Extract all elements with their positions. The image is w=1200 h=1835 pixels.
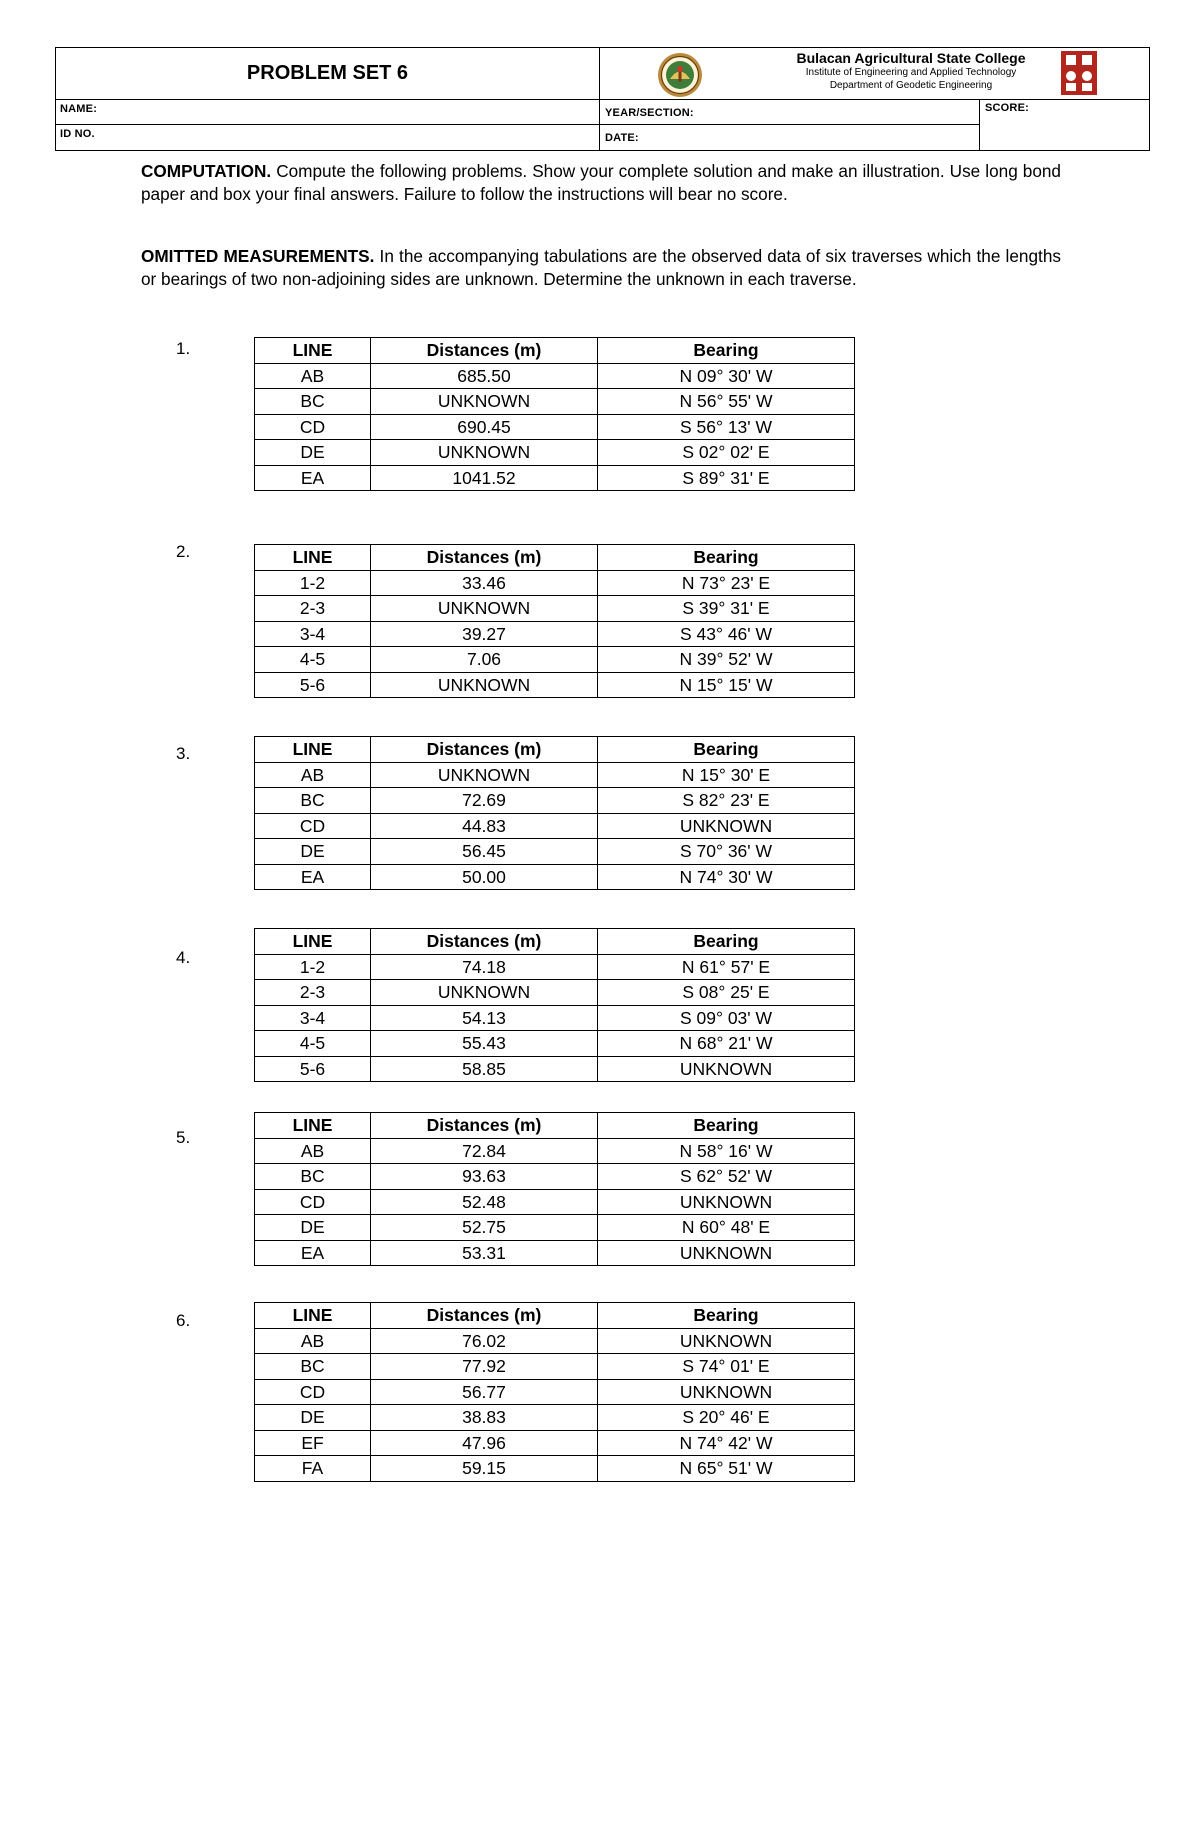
distance-column-header: Distances (m) <box>371 545 598 571</box>
line-cell: FA <box>255 1456 371 1482</box>
distance-cell: 39.27 <box>371 621 598 647</box>
table-row <box>255 647 855 673</box>
distance-cell: 50.00 <box>371 864 598 890</box>
header-block <box>55 47 1150 151</box>
line-column-header: LINE <box>255 1303 371 1329</box>
line-column-header: LINE <box>255 545 371 571</box>
bearing-cell: S 56° 13' W <box>598 414 855 440</box>
table-header-row <box>255 1113 855 1139</box>
bearing-column-header: Bearing <box>598 545 855 571</box>
traverse-table-2 <box>254 544 855 698</box>
bearing-cell: N 09° 30' W <box>598 363 855 389</box>
line-column-header: LINE <box>255 338 371 364</box>
distance-cell: 93.63 <box>371 1164 598 1190</box>
table-row <box>255 839 855 865</box>
distance-cell: 56.77 <box>371 1379 598 1405</box>
table-row <box>255 1189 855 1215</box>
distance-cell: 47.96 <box>371 1430 598 1456</box>
bearing-cell: N 58° 16' W <box>598 1138 855 1164</box>
line-cell: EA <box>255 465 371 491</box>
bearing-cell: UNKNOWN <box>598 1240 855 1266</box>
distance-cell: 53.31 <box>371 1240 598 1266</box>
distance-column-header: Distances (m) <box>371 929 598 955</box>
line-cell: DE <box>255 1215 371 1241</box>
score-label: SCORE: <box>985 102 1029 114</box>
distance-cell: 59.15 <box>371 1456 598 1482</box>
name-label: NAME: <box>60 103 98 115</box>
line-cell: BC <box>255 389 371 415</box>
bearing-cell: N 39° 52' W <box>598 647 855 673</box>
problem-number: 2. <box>176 542 191 561</box>
table-row <box>255 1379 855 1405</box>
bearing-cell: S 82° 23' E <box>598 788 855 814</box>
omitted-heading: OMITTED MEASUREMENTS. <box>141 246 375 266</box>
traverse-table-1 <box>254 337 855 491</box>
distance-cell: 55.43 <box>371 1031 598 1057</box>
table-header-row <box>255 545 855 571</box>
table-row <box>255 1005 855 1031</box>
bearing-cell: UNKNOWN <box>598 813 855 839</box>
table-row <box>255 954 855 980</box>
bearing-cell: N 74° 30' W <box>598 864 855 890</box>
table-row <box>255 465 855 491</box>
distance-cell: 54.13 <box>371 1005 598 1031</box>
distance-cell: 76.02 <box>371 1328 598 1354</box>
distance-cell: 56.45 <box>371 839 598 865</box>
table-row <box>255 1031 855 1057</box>
id-label: ID NO. <box>60 128 95 140</box>
line-cell: 5-6 <box>255 672 371 698</box>
bearing-cell: N 60° 48' E <box>598 1215 855 1241</box>
distance-cell: UNKNOWN <box>371 440 598 466</box>
distance-cell: 72.69 <box>371 788 598 814</box>
distance-column-header: Distances (m) <box>371 737 598 763</box>
bearing-column-header: Bearing <box>598 929 855 955</box>
table-row <box>255 1056 855 1082</box>
table-row <box>255 621 855 647</box>
bearing-cell: N 15° 15' W <box>598 672 855 698</box>
table-row <box>255 1456 855 1482</box>
line-cell: DE <box>255 1405 371 1431</box>
line-cell: 4-5 <box>255 1031 371 1057</box>
line-column-header: LINE <box>255 929 371 955</box>
distance-cell: 685.50 <box>371 363 598 389</box>
bearing-cell: S 08° 25' E <box>598 980 855 1006</box>
omitted-instructions <box>141 245 1061 290</box>
distance-cell: UNKNOWN <box>371 980 598 1006</box>
computation-heading: COMPUTATION. <box>141 161 272 181</box>
bearing-cell: N 68° 21' W <box>598 1031 855 1057</box>
page-title: PROBLEM SET 6 <box>246 62 409 84</box>
id-field[interactable] <box>116 125 596 149</box>
line-cell: CD <box>255 414 371 440</box>
bearing-column-header: Bearing <box>598 1113 855 1139</box>
line-cell: 4-5 <box>255 647 371 673</box>
traverse-table-5 <box>254 1112 855 1266</box>
bearing-cell: N 15° 30' E <box>598 762 855 788</box>
traverse-table-3 <box>254 736 855 890</box>
table-header-row <box>255 737 855 763</box>
table-row <box>255 1430 855 1456</box>
bearing-cell: UNKNOWN <box>598 1056 855 1082</box>
line-cell: 3-4 <box>255 1005 371 1031</box>
distance-cell: 72.84 <box>371 1138 598 1164</box>
date-label: DATE: <box>605 132 639 144</box>
college-name: Bulacan Agricultural State College <box>796 50 1026 66</box>
line-cell: EA <box>255 1240 371 1266</box>
line-column-header: LINE <box>255 737 371 763</box>
distance-cell: UNKNOWN <box>371 672 598 698</box>
table-row <box>255 1354 855 1380</box>
bearing-cell: S 74° 01' E <box>598 1354 855 1380</box>
line-cell: 3-4 <box>255 621 371 647</box>
bearing-cell: S 89° 31' E <box>598 465 855 491</box>
year-section-field[interactable] <box>706 100 976 123</box>
distance-cell: 1041.52 <box>371 465 598 491</box>
line-cell: BC <box>255 1164 371 1190</box>
table-row <box>255 389 855 415</box>
table-row <box>255 1215 855 1241</box>
bearing-cell: UNKNOWN <box>598 1328 855 1354</box>
distance-column-header: Distances (m) <box>371 338 598 364</box>
bearing-column-header: Bearing <box>598 1303 855 1329</box>
bearing-cell: N 56° 55' W <box>598 389 855 415</box>
score-field[interactable] <box>984 118 1146 149</box>
problem-number: 1. <box>176 339 191 358</box>
line-cell: CD <box>255 1379 371 1405</box>
line-cell: BC <box>255 1354 371 1380</box>
line-cell: BC <box>255 788 371 814</box>
table-row <box>255 1405 855 1431</box>
department-name: Department of Geodetic Engineering <box>829 80 993 91</box>
omitted-text: In the accompanying tabulations are the observed data of six traverses which the lengths or bearings of two non-adjoining sides are unknown. Determine the unknown in each traverse. <box>141 246 1061 289</box>
table-row <box>255 980 855 1006</box>
distance-cell: 33.46 <box>371 570 598 596</box>
distance-cell: 74.18 <box>371 954 598 980</box>
table-row <box>255 1164 855 1190</box>
institute-name: Institute of Engineering and Applied Technology <box>805 67 1017 78</box>
problem-number: 6. <box>176 1311 191 1330</box>
year-section-label: YEAR/SECTION: <box>605 107 694 119</box>
problem-number: 3. <box>176 744 191 763</box>
distance-cell: 690.45 <box>371 414 598 440</box>
distance-cell: 38.83 <box>371 1405 598 1431</box>
line-cell: 1-2 <box>255 954 371 980</box>
table-row <box>255 1328 855 1354</box>
bearing-cell: N 74° 42' W <box>598 1430 855 1456</box>
distance-cell: 7.06 <box>371 647 598 673</box>
table-row <box>255 672 855 698</box>
distance-cell: 52.48 <box>371 1189 598 1215</box>
line-cell: AB <box>255 1328 371 1354</box>
line-cell: 2-3 <box>255 596 371 622</box>
date-field[interactable] <box>656 125 976 149</box>
line-column-header: LINE <box>255 1113 371 1139</box>
line-cell: AB <box>255 363 371 389</box>
bearing-cell: N 73° 23' E <box>598 570 855 596</box>
traverse-table-6 <box>254 1302 855 1482</box>
traverse-table-4 <box>254 928 855 1082</box>
bearing-column-header: Bearing <box>598 338 855 364</box>
line-cell: 1-2 <box>255 570 371 596</box>
distance-cell: UNKNOWN <box>371 596 598 622</box>
bearing-cell: N 65° 51' W <box>598 1456 855 1482</box>
bearing-cell: UNKNOWN <box>598 1379 855 1405</box>
distance-cell: UNKNOWN <box>371 389 598 415</box>
name-field[interactable] <box>116 100 596 123</box>
bearing-cell: S 20° 46' E <box>598 1405 855 1431</box>
bearing-cell: UNKNOWN <box>598 1189 855 1215</box>
table-row <box>255 813 855 839</box>
distance-cell: 77.92 <box>371 1354 598 1380</box>
distance-column-header: Distances (m) <box>371 1113 598 1139</box>
bearing-cell: S 62° 52' W <box>598 1164 855 1190</box>
line-cell: 2-3 <box>255 980 371 1006</box>
table-row <box>255 1240 855 1266</box>
distance-column-header: Distances (m) <box>371 1303 598 1329</box>
table-row <box>255 596 855 622</box>
bearing-cell: S 39° 31' E <box>598 596 855 622</box>
department-logo-icon <box>1060 50 1098 96</box>
line-cell: EF <box>255 1430 371 1456</box>
table-row <box>255 570 855 596</box>
table-header-row <box>255 1303 855 1329</box>
table-row <box>255 788 855 814</box>
line-cell: CD <box>255 1189 371 1215</box>
line-cell: DE <box>255 839 371 865</box>
line-cell: CD <box>255 813 371 839</box>
distance-cell: 58.85 <box>371 1056 598 1082</box>
table-row <box>255 414 855 440</box>
distance-cell: 52.75 <box>371 1215 598 1241</box>
bearing-cell: S 70° 36' W <box>598 839 855 865</box>
line-cell: DE <box>255 440 371 466</box>
distance-cell: UNKNOWN <box>371 762 598 788</box>
table-row <box>255 864 855 890</box>
table-header-row <box>255 929 855 955</box>
bearing-cell: S 43° 46' W <box>598 621 855 647</box>
problem-number: 4. <box>176 948 191 967</box>
line-cell: EA <box>255 864 371 890</box>
bearing-cell: S 09° 03' W <box>598 1005 855 1031</box>
problem-number: 5. <box>176 1128 191 1147</box>
table-row <box>255 440 855 466</box>
computation-instructions <box>141 160 1061 205</box>
computation-text: Compute the following problems. Show your complete solution and make an illustration. Use long bond paper and box your final answers. Failure to follow the instructions will bear no score. <box>141 161 1061 204</box>
line-cell: 5-6 <box>255 1056 371 1082</box>
distance-cell: 44.83 <box>371 813 598 839</box>
table-row <box>255 762 855 788</box>
table-header-row <box>255 338 855 364</box>
bearing-column-header: Bearing <box>598 737 855 763</box>
table-row <box>255 1138 855 1164</box>
bearing-cell: S 02° 02' E <box>598 440 855 466</box>
line-cell: AB <box>255 1138 371 1164</box>
line-cell: AB <box>255 762 371 788</box>
table-row <box>255 363 855 389</box>
bearing-cell: N 61° 57' E <box>598 954 855 980</box>
